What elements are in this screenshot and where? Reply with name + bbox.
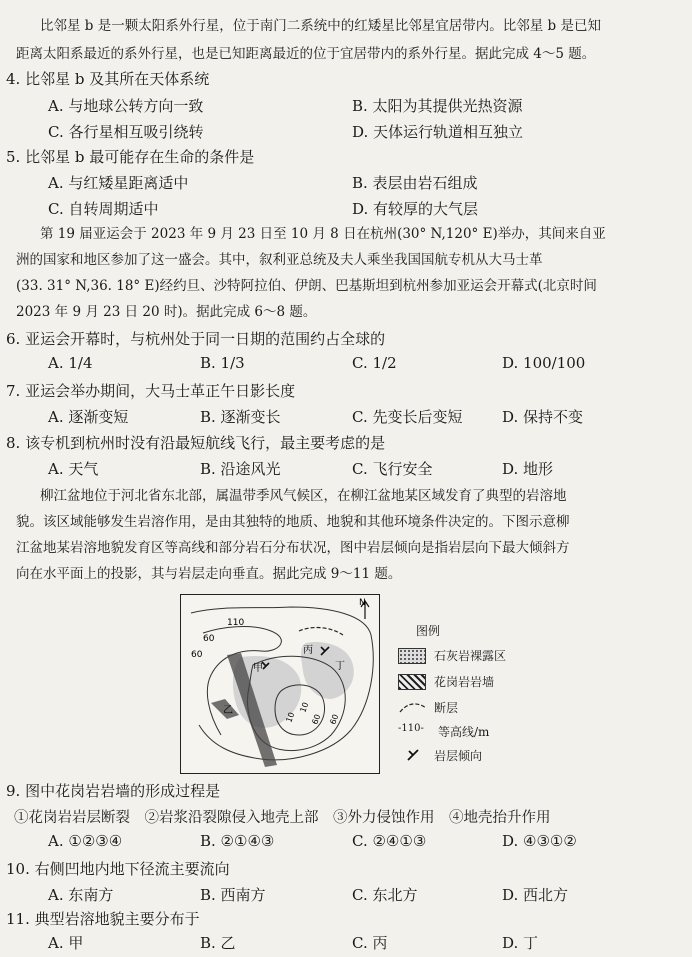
question-9-option-c[interactable]: C. ②④①③ xyxy=(352,832,427,850)
legend-label: 等高线/m xyxy=(438,725,490,739)
question-8-option-a[interactable]: A. 天气 xyxy=(48,460,99,478)
legend-label: 花岗岩岩墙 xyxy=(434,675,495,689)
question-5-option-c[interactable]: C. 自转周期适中 xyxy=(48,200,159,218)
limestone-swatch xyxy=(398,648,426,664)
question-7-stem: 7. 亚运会举办期间，大马士革正午日影长度 xyxy=(6,382,296,400)
contour-symbol: -110- xyxy=(398,723,424,734)
question-10-option-d[interactable]: D. 西北方 xyxy=(502,886,569,904)
question-11-option-b[interactable]: B. 乙 xyxy=(200,934,236,952)
question-9-steps: ①花岗岩岩层断裂 ②岩浆沿裂隙侵入地壳上部 ③外力侵蚀作用 ④地壳抬升作用 xyxy=(14,810,551,826)
intro-9-11-line1: 柳江盆地位于河北省东北部，属温带季风气候区，在柳江盆地某区域发育了典型的岩溶地 xyxy=(40,488,567,504)
question-10-option-b[interactable]: B. 西南方 xyxy=(200,886,266,904)
question-10-stem: 10. 右侧凹地内地下径流主要流向 xyxy=(6,860,230,878)
question-8-stem: 8. 该专机到杭州时没有沿最短航线飞行，最主要考虑的是 xyxy=(6,434,386,452)
question-7-option-a[interactable]: A. 逐渐变短 xyxy=(48,408,129,426)
question-5-option-b[interactable]: B. 表层由岩石组成 xyxy=(352,174,478,192)
question-4-option-a[interactable]: A. 与地球公转方向一致 xyxy=(48,97,204,115)
contour-label-7: 60 xyxy=(328,713,341,726)
contour-map-svg xyxy=(181,595,379,773)
fault-line xyxy=(299,628,343,635)
question-11-option-c[interactable]: C. 丙 xyxy=(352,934,388,952)
question-5-stem: 5. 比邻星 b 最可能存在生命的条件是 xyxy=(6,148,255,166)
question-6-stem: 6. 亚运会开幕时，与杭州处于同一日期的范围约占全球的 xyxy=(6,330,386,348)
question-7-option-d[interactable]: D. 保持不变 xyxy=(502,408,584,426)
question-4-option-d[interactable]: D. 天体运行轨道相互独立 xyxy=(352,123,524,141)
question-6-option-b[interactable]: B. 1/3 xyxy=(200,354,245,372)
granite-swatch xyxy=(398,674,426,690)
contour-label-6: 60 xyxy=(310,713,323,726)
question-9-option-a[interactable]: A. ①②③④ xyxy=(48,832,123,850)
legend-label: 石灰岩裸露区 xyxy=(434,649,507,663)
question-6-option-a[interactable]: A. 1/4 xyxy=(48,354,93,372)
contour-label-5: 10 xyxy=(298,701,311,714)
intro-6-8-line1: 第 19 届亚运会于 2023 年 9 月 23 日至 10 月 8 日在杭州(30° N,120° E)举办，其间来自亚 xyxy=(40,226,606,242)
question-7-option-b[interactable]: B. 逐渐变长 xyxy=(200,408,281,426)
question-9-option-b[interactable]: B. ②①④③ xyxy=(200,832,275,850)
fault-line-symbol-icon xyxy=(398,698,428,716)
question-9-option-d[interactable]: D. ④③①② xyxy=(502,832,577,850)
legend-title: 图例 xyxy=(416,624,441,638)
question-4-option-b[interactable]: B. 太阳为其提供光热资源 xyxy=(352,97,523,115)
intro-6-8-line2: 洲的国家和地区参加了这一盛会。其中，叙利亚总统及夫人乘坐我国国航专机从大马士革 xyxy=(16,252,543,268)
question-6-option-d[interactable]: D. 100/100 xyxy=(502,354,586,372)
place-label-yi: 乙 xyxy=(223,705,233,716)
contour-label-1: 110 xyxy=(227,618,245,628)
question-11-option-a[interactable]: A. 甲 xyxy=(48,934,84,952)
question-10-option-a[interactable]: A. 东南方 xyxy=(48,886,114,904)
intro-6-8-line4: 2023 年 9 月 23 日 20 时)。据此完成 6～8 题。 xyxy=(16,304,317,320)
question-8-option-d[interactable]: D. 地形 xyxy=(502,460,554,478)
question-11-option-d[interactable]: D. 丁 xyxy=(502,934,539,952)
question-5-option-d[interactable]: D. 有较厚的大气层 xyxy=(352,200,479,218)
legend-label: 断层 xyxy=(434,701,459,715)
question-8-option-b[interactable]: B. 沿途风光 xyxy=(200,460,281,478)
contour-map xyxy=(180,594,380,774)
contour-label-4: 10 xyxy=(284,711,297,724)
question-9-stem: 9. 图中花岗岩岩墙的形成过程是 xyxy=(6,782,221,800)
dip-direction-icon xyxy=(404,746,434,764)
place-label-bing: 丙 xyxy=(303,645,313,656)
question-10-option-c[interactable]: C. 东北方 xyxy=(352,886,418,904)
contour-label-2: 60 xyxy=(203,634,215,644)
intro-4-5-line1: 比邻星 b 是一颗太阳系外行星，位于南门二系统中的红矮星比邻星宜居带内。比邻星 b 是已知 xyxy=(40,18,601,34)
north-label: N xyxy=(359,598,366,608)
intro-9-11-line4: 向在水平面上的投影，其与岩层走向垂直。据此完成 9～11 题。 xyxy=(16,566,402,582)
question-5-option-a[interactable]: A. 与红矮星距离适中 xyxy=(48,174,189,192)
question-7-option-c[interactable]: C. 先变长后变短 xyxy=(352,408,463,426)
question-8-option-c[interactable]: C. 飞行安全 xyxy=(352,460,433,478)
place-label-ding: 丁 xyxy=(335,661,345,672)
question-4-option-c[interactable]: C. 各行星相互吸引绕转 xyxy=(48,123,204,141)
place-label-jia: 甲 xyxy=(253,663,263,674)
question-4-stem: 4. 比邻星 b 及其所在天体系统 xyxy=(6,70,210,88)
legend-label: 岩层倾向 xyxy=(434,749,483,763)
intro-6-8-line3: (33. 31° N,36. 18° E)经约旦、沙特阿拉伯、伊朗、巴基斯坦到杭州参加亚运会开幕式(北京时间 xyxy=(16,278,597,294)
question-11-stem: 11. 典型岩溶地貌主要分布于 xyxy=(6,910,200,928)
intro-9-11-line3: 江盆地某岩溶地貌发育区等高线和部分岩石分布状况，图中岩层倾向是指岩层向下最大倾斜方 xyxy=(16,540,570,556)
intro-4-5-line2: 距离太阳系最近的系外行星，也是已知距离最近的位于宜居带内的系外行星。据此完成 4～5 题。 xyxy=(16,46,596,62)
intro-9-11-line2: 貌。该区域能够发生岩溶作用，是由其独特的地质、地貌和其他环境条件决定的。下图示意柳 xyxy=(16,514,570,530)
question-6-option-c[interactable]: C. 1/2 xyxy=(352,354,397,372)
contour-label-3: 60 xyxy=(191,650,203,660)
